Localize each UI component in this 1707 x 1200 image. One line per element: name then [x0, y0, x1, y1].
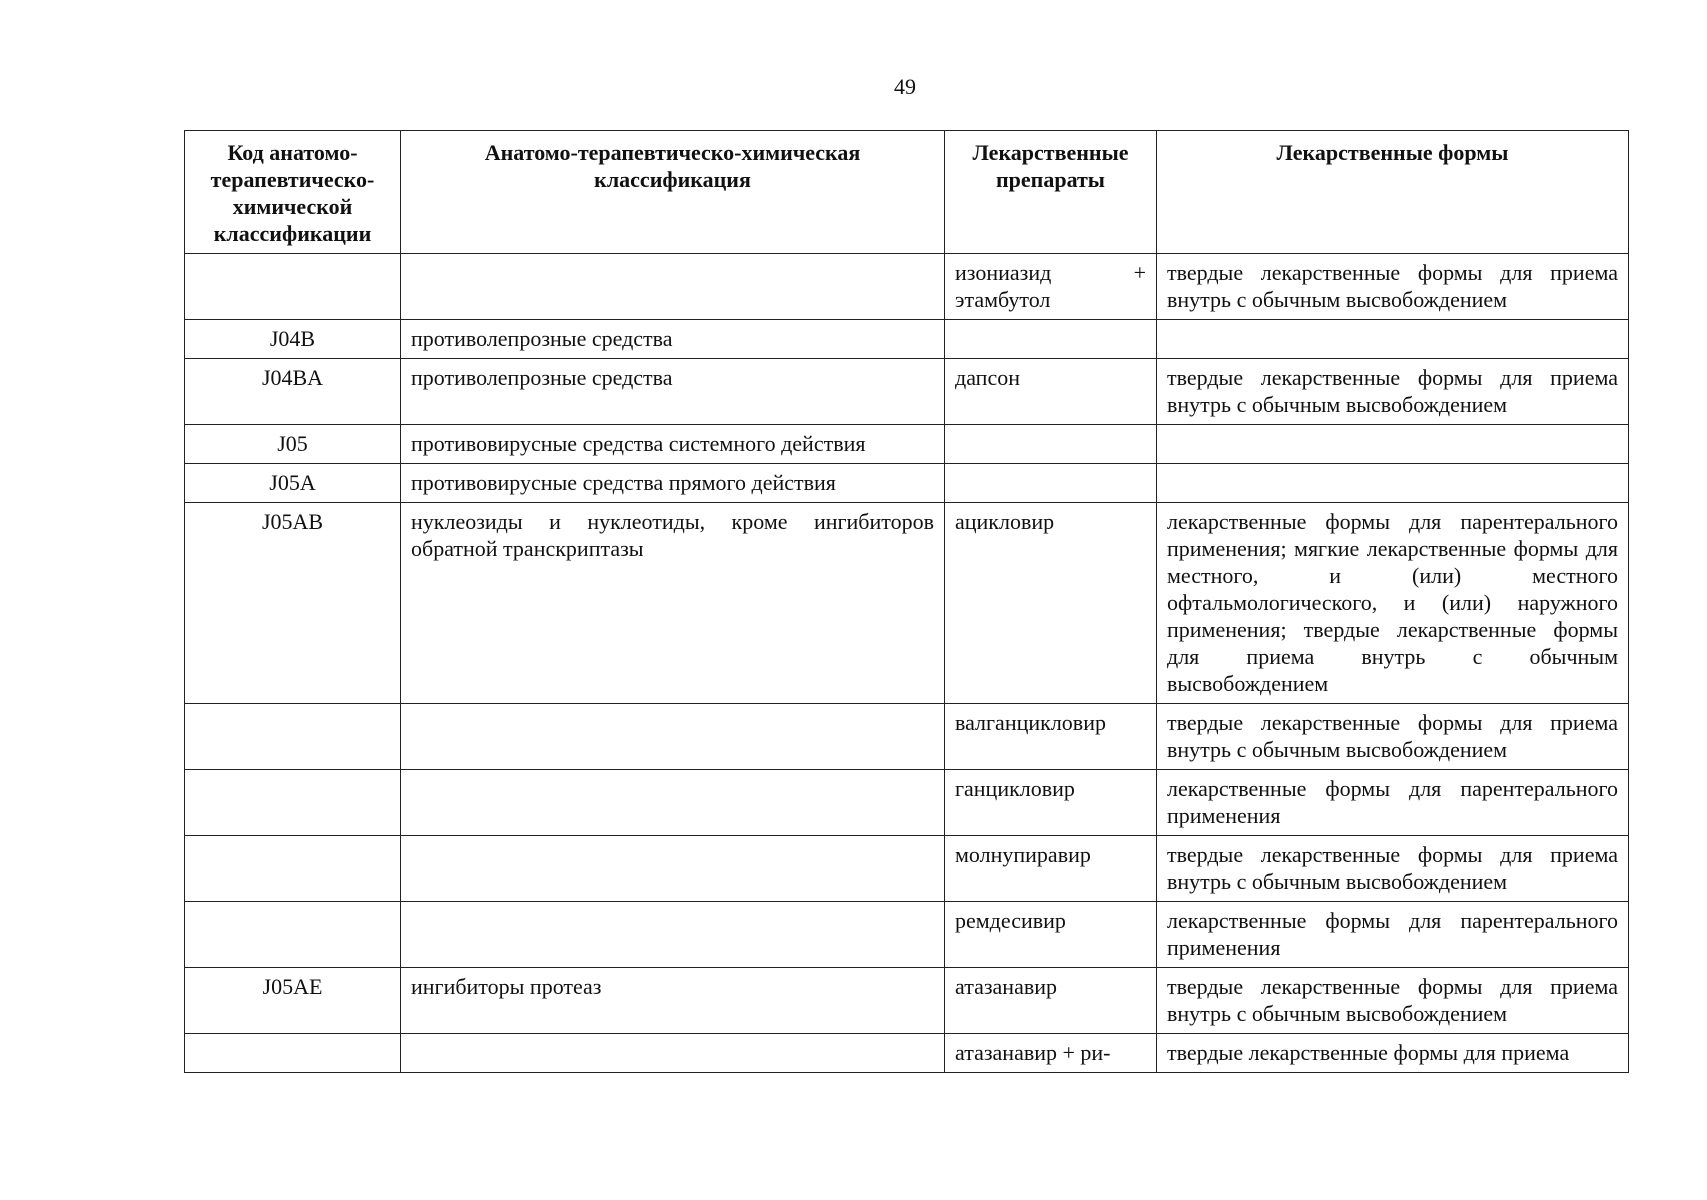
table-row	[185, 320, 1629, 359]
header-forms: Лекарственные формы	[1157, 131, 1629, 254]
header-code: Код анатомо-терапевтическо-химической классификации	[185, 131, 401, 254]
cell-code	[185, 836, 401, 902]
cell-drug: изониазид + этамбутол	[945, 254, 1157, 320]
table-row	[185, 836, 1629, 902]
cell-forms: твердые лекарственные формы для приема внутрь с обычным высвобождением	[1157, 968, 1629, 1034]
cell-code: J05A	[185, 464, 401, 503]
cell-forms	[1157, 464, 1629, 503]
cell-forms: лекарственные формы для парентерального применения; мягкие лекарственные формы для местного, и (или) местного офтальмологического, и (или) наружного применения; твердые лекарственные формы для приема внутрь с обычным высвобождением	[1157, 503, 1629, 704]
table-header-row	[185, 131, 1629, 254]
cell-forms	[1157, 320, 1629, 359]
cell-code	[185, 902, 401, 968]
cell-forms: твердые лекарственные формы для приема	[1157, 1034, 1629, 1073]
table-row	[185, 968, 1629, 1034]
header-classification: Анатомо-терапевтическо-химическая классификация	[401, 131, 945, 254]
cell-classification	[401, 902, 945, 968]
cell-classification	[401, 770, 945, 836]
cell-drug: атазанавир	[945, 968, 1157, 1034]
table-row	[185, 425, 1629, 464]
cell-classification	[401, 836, 945, 902]
cell-forms	[1157, 425, 1629, 464]
cell-code: J04B	[185, 320, 401, 359]
cell-classification: противовирусные средства прямого действия	[401, 464, 945, 503]
cell-forms: твердые лекарственные формы для приема внутрь с обычным высвобождением	[1157, 254, 1629, 320]
table-row	[185, 254, 1629, 320]
cell-code: J05AE	[185, 968, 401, 1034]
cell-drug	[945, 320, 1157, 359]
cell-drug: дапсон	[945, 359, 1157, 425]
cell-classification	[401, 1034, 945, 1073]
cell-code: J04BA	[185, 359, 401, 425]
cell-code	[185, 704, 401, 770]
cell-forms: твердые лекарственные формы для приема внутрь с обычным высвобождением	[1157, 704, 1629, 770]
cell-classification	[401, 254, 945, 320]
cell-code	[185, 254, 401, 320]
cell-drug	[945, 425, 1157, 464]
table-row	[185, 770, 1629, 836]
page-number: 49	[894, 74, 916, 99]
cell-forms: твердые лекарственные формы для приема внутрь с обычным высвобождением	[1157, 359, 1629, 425]
cell-drug: атазанавир + ри-	[945, 1034, 1157, 1073]
cell-code	[185, 1034, 401, 1073]
atc-table	[184, 130, 1629, 1073]
cell-code: J05	[185, 425, 401, 464]
table-row	[185, 704, 1629, 770]
cell-forms: твердые лекарственные формы для приема внутрь с обычным высвобождением	[1157, 836, 1629, 902]
cell-classification: противолепрозные средства	[401, 320, 945, 359]
table-row	[185, 902, 1629, 968]
cell-drug: ацикловир	[945, 503, 1157, 704]
header-drugs: Лекарственные препараты	[945, 131, 1157, 254]
cell-classification: нуклеозиды и нуклеотиды, кроме ингибиторов обратной транскриптазы	[401, 503, 945, 704]
cell-classification: противолепрозные средства	[401, 359, 945, 425]
cell-classification	[401, 704, 945, 770]
cell-classification: противовирусные средства системного действия	[401, 425, 945, 464]
cell-classification: ингибиторы протеаз	[401, 968, 945, 1034]
table-row	[185, 359, 1629, 425]
cell-code	[185, 770, 401, 836]
cell-code: J05AB	[185, 503, 401, 704]
cell-drug: ремдесивир	[945, 902, 1157, 968]
table-row	[185, 1034, 1629, 1073]
cell-drug: ганцикловир	[945, 770, 1157, 836]
table-row	[185, 464, 1629, 503]
table-row	[185, 503, 1629, 704]
cell-drug: молнупиравир	[945, 836, 1157, 902]
cell-drug: валганцикловир	[945, 704, 1157, 770]
cell-forms: лекарственные формы для парентерального применения	[1157, 902, 1629, 968]
cell-drug	[945, 464, 1157, 503]
cell-forms: лекарственные формы для парентерального применения	[1157, 770, 1629, 836]
